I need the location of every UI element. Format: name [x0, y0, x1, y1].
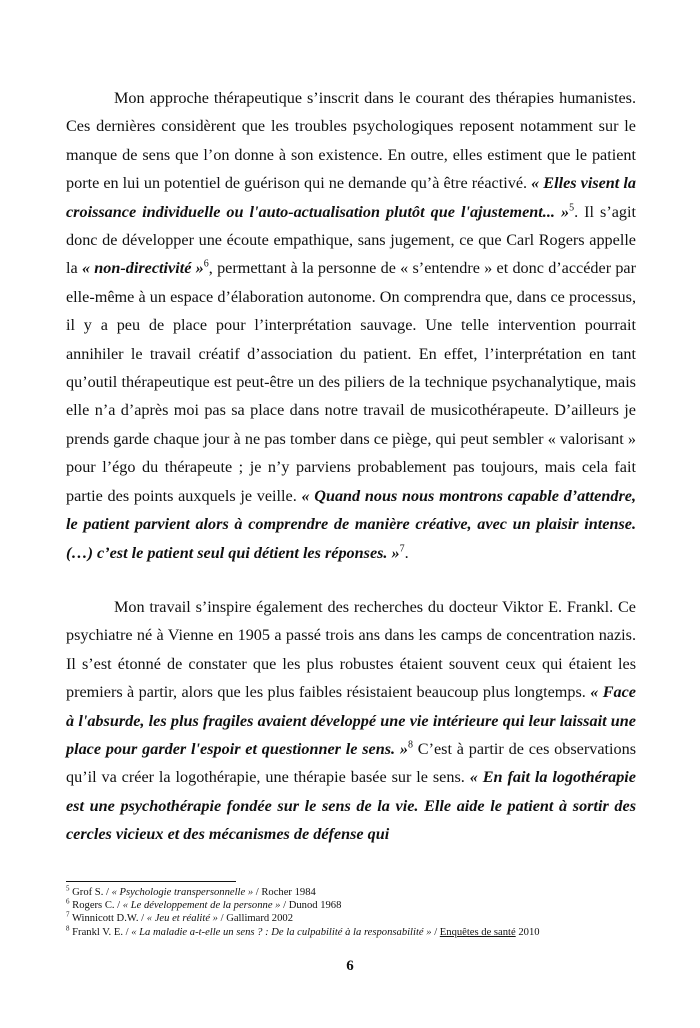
quote-text: « Psychologie transpersonnelle » — [111, 887, 254, 898]
footnote — [66, 886, 666, 899]
text-run: Grof S. / — [72, 887, 112, 898]
text-run: / Gallimard 2002 — [217, 913, 293, 925]
footnote-text — [72, 913, 293, 924]
footnote-separator — [66, 881, 236, 882]
page-number: 6 — [346, 958, 354, 974]
body-text — [66, 84, 636, 849]
footnote — [66, 912, 666, 925]
quote-text: « Quand nous nous montrons capable d’attendre, le patient parvient alors à comprendre de manière créative, avec un plaisir intense. (…) c’est le patient seul qui détient les réponses. » — [66, 486, 636, 562]
footnote-text — [72, 927, 539, 938]
footnote-number: 8 — [66, 924, 70, 933]
quote-text: « Face à l'absurde, les plus fragiles avaient développé une vie intérieure qui leur laissait une place pour garder l'espoir et questionner le sens. » — [66, 683, 636, 758]
underlined-text: Enquêtes de santé — [439, 926, 516, 938]
footnote-ref: 6 — [203, 259, 209, 271]
text-run: Winnicott D.W. / — [71, 913, 147, 925]
text-run: , permettant à la personne de « s’entendre » et donc d’accéder par elle-même à un espace d’élaboration autonome. On comprendra que, dans ce processus, il y a peu de place pour l’interprétation sauvage. Une telle intervention pourrait annihiler le travail créatif d’association du patient. En effet, l’interprétation en tant qu’outil thérapeutique est peut-être un des piliers de la technique psychanalytique, mais elle n’a d’après moi pas sa place dans notre travail de musicothérapeute. D’ailleurs je prends garde chaque jour à ne pas tomber dans ce piège, qui peut sembler « valorisant » pour l’égo du thérapeute ; je n’y parviens probablement pas toujours, mais cela fait partie des points auxquels je veille. — [66, 259, 637, 505]
text-run: / Rocher 1984 — [253, 887, 316, 898]
text-run: 2010 — [515, 926, 540, 938]
quote-text: « La maladie a-t-elle un sens ? : De la culpabilité à la responsabilité » — [131, 926, 432, 938]
footnote-number: 5 — [66, 884, 70, 893]
quote-text: « En fait la logothérapie est une psychothérapie fondée sur le sens de la vie. Elle aide le patient à sortir des cercles vicieux et des mécanismes de défense qui — [66, 768, 636, 844]
quote-text: « Elles visent la croissance individuelle ou l'auto-actualisation plutôt que l'ajustement... » — [66, 174, 636, 221]
footnote-ref: 8 — [407, 739, 413, 751]
footnote-ref: 5 — [569, 202, 575, 214]
paragraph — [66, 593, 636, 849]
text-run: Mon travail s’inspire également des recherches du docteur Viktor E. Frankl. Ce psychiatre né à Vienne en 1905 a passé trois ans dans les camps de concentration nazis. Il s’est étonné de constater que les plus robustes étaient souvent ceux qui étaient les premiers à partir, alors que les plus faibles résistaient beaucoup plus longtemps. — [66, 597, 636, 702]
text-run: / — [431, 926, 440, 938]
footnote — [66, 926, 666, 939]
text-run: C’est à partir de ces observations qu’il va créer la logothérapie, une thérapie basée sur le sens. — [66, 739, 636, 787]
text-run: / Dunod 1968 — [280, 900, 342, 912]
footnotes — [66, 886, 666, 939]
footnote-text — [72, 887, 316, 898]
quote-text: « Jeu et réalité » — [146, 913, 218, 925]
footnote-ref: 7 — [399, 543, 405, 555]
text-run: Mon approche thérapeutique s’inscrit dans le courant des thérapies humanistes. Ces dernières considèrent que les troubles psychologiques reposent notamment sur le manque de sens que l’on donne à son existence. En outre, elles estiment que le patient porte en lui un potentiel de guérison qui ne demande qu’à être réactivé. — [66, 89, 636, 193]
text-run: . Il s’agit donc de développer une écoute empathique, sans jugement, ce que Carl Rogers appelle la — [66, 202, 636, 278]
paragraph — [66, 84, 636, 567]
footnote-number: 7 — [66, 910, 70, 919]
text-run: Frankl V. E. / — [72, 926, 132, 938]
quote-text: « non-directivité » — [81, 259, 204, 278]
footnote-text — [72, 900, 341, 911]
quote-text: « Le développement de la personne » — [122, 900, 281, 912]
text-run: Rogers C. / — [72, 900, 123, 912]
footnote — [66, 899, 666, 912]
footnote-number: 6 — [66, 897, 70, 906]
text-run: . — [404, 543, 409, 562]
